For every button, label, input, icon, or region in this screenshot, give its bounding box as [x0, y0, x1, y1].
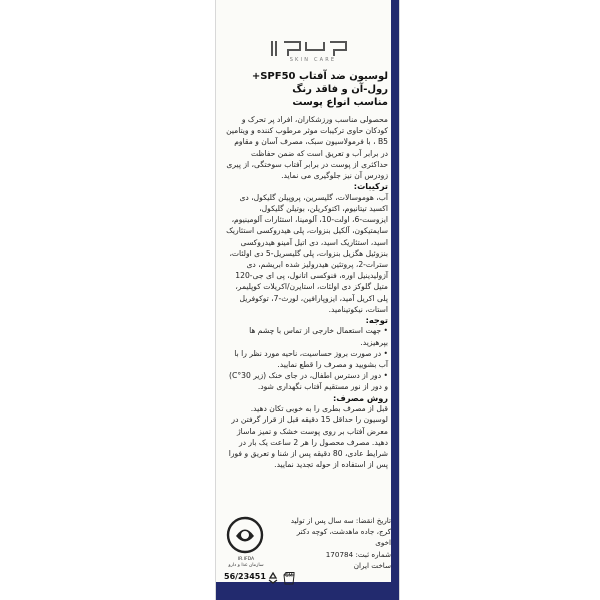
warnings-heading: توجه:	[365, 314, 388, 325]
recycle-icon	[266, 570, 280, 584]
footer-info	[287, 515, 391, 571]
warning-item: • در صورت بروز حساسیت، ناحیه مورد نظر را با آب بشویید و مصرف را قطع نمایید.	[234, 348, 388, 370]
usage-text: قبل از مصرف بطری را به خوبی تکان دهید. لوسیون را حداقل 15 دقیقه قبل از قرار گرفتن در معرض آفتاب بر روی پوست خشک و تمیز ماساژ دهید. مصرف محصول را هر 2 ساعت یک بار در شرایط عادی، 80 دقیقه پس از شنا و تعریق و فورا پس از استفاده از حوله تجدید نمایید.	[228, 404, 388, 470]
product-title-line-2: رول-آن و فاقد رنگ	[292, 84, 388, 95]
brand-tagline: SKIN CARE	[289, 57, 337, 63]
background-left	[0, 0, 215, 600]
product-title-line-1: لوسیون ضد آفتاب SPF50+	[251, 71, 388, 82]
warning-item-text: جهت استعمال خارجی از تماس با چشم ها بپرهیزید.	[249, 326, 388, 347]
warning-item: • دور از دسترس اطفال، در جای خنک (زیر 30°C) و دور از نور مستقیم آفتاب نگهداری شود.	[229, 371, 388, 392]
origin-line: ساخت ایران	[353, 560, 391, 570]
warning-item: • جهت استعمال خارجی از تماس با چشم ها بپرهیزید.	[249, 326, 388, 347]
box-edge-stripe	[391, 0, 399, 600]
brand-wordmark-icon	[266, 38, 358, 68]
seal-caption: IR.IFDA سازمان غذا و دارو	[228, 557, 264, 568]
ifda-registration-number: 56/23451	[224, 572, 266, 581]
background-right	[398, 0, 600, 600]
address-line: کرج، جاده ماهدشت، کوچه دکتر اخوی	[296, 527, 391, 548]
warning-item-text: دور از دسترس اطفال، در جای خنک (زیر 30°C) و دور از نور مستقیم آفتاب نگهداری شود.	[229, 371, 388, 392]
ifda-seal-icon	[224, 515, 266, 563]
ingredients-text: آب، هوموسالات، گلیسرین، پروپیلن گلیکول، دی اکسید تیتانیوم، اکتوکریلن، بوتیلن گلیکول، ایزوست-6، اولت-10، آلومینا، استئارات آلومینیوم، سایمتیکون، آلکیل بنزوات، پلی هیدروکسی استئاریک اسید، استئاریک اسید، دی اتیل آمینو هیدروکسی بنزوئیل هگزیل بنزوات، پلی گلیسریل-5 دی اولئات، سترات-2، پروتئین هیدرولیز شده ابریشم، دی آزولیدینیل اوره، فنوکسی اتانول، پی ای جی-120 متیل گلوکز دی اولئات، استایرن/اکریلات کوپلیمر، پلی اکریل آمید، ایزوپارافین، لورث-7، توکوفریل استات، نیکوتینامید.	[226, 192, 388, 314]
product-box	[215, 0, 400, 600]
label-footer	[224, 515, 394, 595]
usage-heading: روش مصرف:	[333, 392, 388, 403]
label-content	[226, 70, 388, 470]
ingredients-heading: ترکیبات:	[353, 181, 388, 192]
expiry-line: تاریخ انقضا: سه سال پس از تولید	[290, 516, 391, 525]
product-description: محصولی مناسب ورزشکاران، افراد پر تحرک و کودکان حاوی ترکیبات موثر مرطوب کننده و ویتامین B5 ، با فرمولاسیون سبک، مصرف آسان و مقاوم در برابر آب و تعریق است که ضمن حفاظت حداکثری از پوست در برابر آفتاب سوختگی، از پیری زودرس آن نیز جلوگیری می نماید.	[226, 115, 388, 181]
registration-line: شماره ثبت: 170784	[325, 549, 391, 559]
period-after-opening-label: 6M	[285, 573, 293, 579]
product-title-line-3: مناسب انواع پوست	[292, 97, 388, 108]
warning-item-text: در صورت بروز حساسیت، ناحیه مورد نظر را با آب بشویید و مصرف را قطع نمایید.	[234, 348, 388, 370]
